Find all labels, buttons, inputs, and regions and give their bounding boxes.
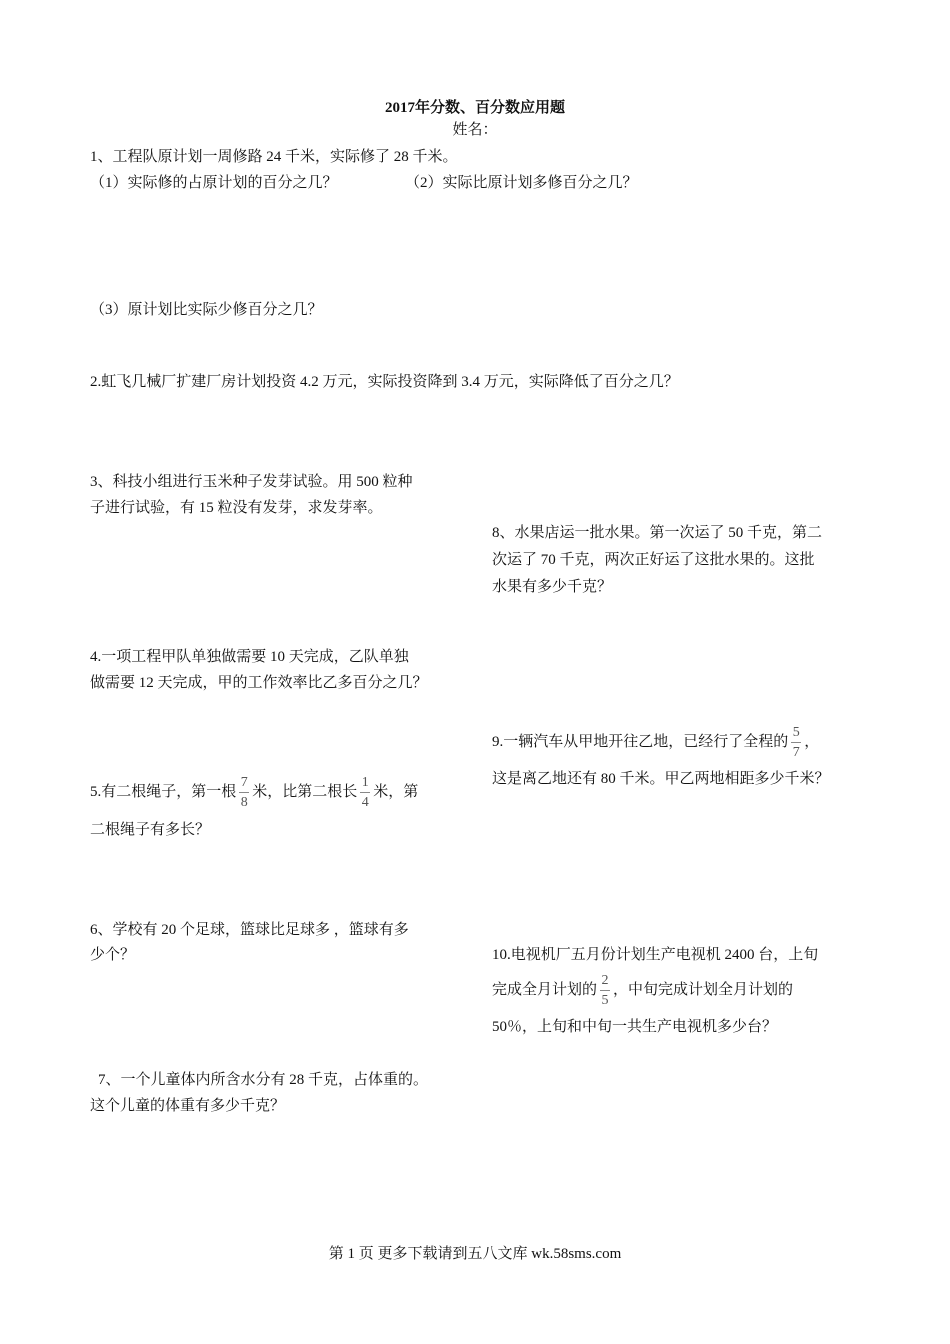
q5-line2: 二根绳子有多长？ bbox=[90, 822, 211, 838]
fraction-numerator: 7 bbox=[240, 774, 248, 790]
q8-line1: 8、水果店运一批水果。第一次运了 50 千克，第二 bbox=[492, 525, 823, 541]
q9-line2: 这是离乙地还有 80 千米。甲乙两地相距多少千米？ bbox=[492, 771, 830, 787]
q6-line1: 6、学校有 20 个足球，篮球比足球多 ，篮球有多 bbox=[90, 922, 409, 938]
fraction-numerator: 2 bbox=[601, 972, 609, 988]
q1-sub1: （1）实际修的占原计划的百分之几？ bbox=[90, 175, 338, 191]
fraction-denominator: 4 bbox=[361, 794, 369, 810]
q10-line2-text-a: 完成全月计划的 bbox=[492, 982, 598, 998]
q9-line1 bbox=[492, 721, 819, 763]
fraction-bar bbox=[791, 742, 801, 743]
fraction-bar bbox=[360, 792, 370, 793]
q10-line1: 10.电视机厂五月份计划生产电视机 2400 台，上旬 bbox=[492, 947, 819, 963]
q1-sub3: （3）原计划比实际少修百分之几？ bbox=[90, 302, 323, 318]
q2-text: 2.虹飞几械厂扩建厂房计划投资 4.2 万元，实际投资降到 3.4 万元，实际降低了百分之几？ bbox=[90, 374, 679, 390]
fraction-denominator: 8 bbox=[240, 794, 248, 810]
q7-line1: 7、一个儿童体内所含水分有 28 千克，占体重的。 bbox=[98, 1072, 429, 1088]
fraction-numerator: 5 bbox=[792, 724, 800, 740]
q4-line1: 4.一项工程甲队单独做需要 10 天完成，乙队单独 bbox=[90, 649, 409, 665]
fraction-bar bbox=[239, 792, 249, 793]
fraction-bar bbox=[600, 990, 610, 991]
q9-line1-text-b: ， bbox=[804, 734, 820, 750]
q8-line3: 水果有多少千克？ bbox=[492, 579, 613, 595]
q10-line3: 50％，上旬和中旬一共生产电视机多少台？ bbox=[492, 1019, 778, 1035]
q3-line2: 子进行试验，有 15 粒没有发芽，求发芽率。 bbox=[90, 500, 383, 516]
q10-line2 bbox=[492, 969, 793, 1011]
q6-line2: 少个？ bbox=[90, 947, 136, 963]
q3-line1: 3、科技小组进行玉米种子发芽试验。用 500 粒种 bbox=[90, 474, 413, 490]
q7-line2: 这个儿童的体重有多少千克？ bbox=[90, 1098, 286, 1114]
q5-fraction-1 bbox=[239, 774, 249, 811]
fraction-numerator: 1 bbox=[361, 774, 369, 790]
name-label: 姓名： bbox=[452, 122, 498, 138]
q5-line1-text-b: 米，比第二根长 bbox=[252, 784, 358, 800]
q5-fraction-2 bbox=[360, 774, 370, 811]
q10-line2-text-b: ，中旬完成计划全月计划的 bbox=[613, 982, 794, 998]
q9-fraction bbox=[791, 724, 801, 761]
q5-line1-text-c: 米，第 bbox=[373, 784, 419, 800]
page-title: 2017年分数、百分数应用题 bbox=[384, 100, 565, 116]
q10-fraction bbox=[600, 972, 610, 1009]
fraction-denominator: 7 bbox=[792, 744, 800, 760]
q1-sub2: （2）实际比原计划多修百分之几？ bbox=[405, 175, 638, 191]
q1-stem: 1、工程队原计划一周修路 24 千米，实际修了 28 千米。 bbox=[90, 149, 458, 165]
q8-line2: 次运了 70 千克，两次正好运了这批水果的。这批 bbox=[492, 552, 815, 568]
q4-line2: 做需要 12 天完成，甲的工作效率比乙多百分之几？ bbox=[90, 675, 428, 691]
page-footer: 第 1 页 更多下载请到五八文库 wk.58sms.com bbox=[328, 1246, 622, 1262]
q5-line1 bbox=[90, 771, 418, 813]
fraction-denominator: 5 bbox=[601, 992, 609, 1008]
q9-line1-text-a: 9.一辆汽车从甲地开往乙地，已经行了全程的 bbox=[492, 734, 789, 750]
q5-line1-text-a: 5.有二根绳子，第一根 bbox=[90, 784, 237, 800]
